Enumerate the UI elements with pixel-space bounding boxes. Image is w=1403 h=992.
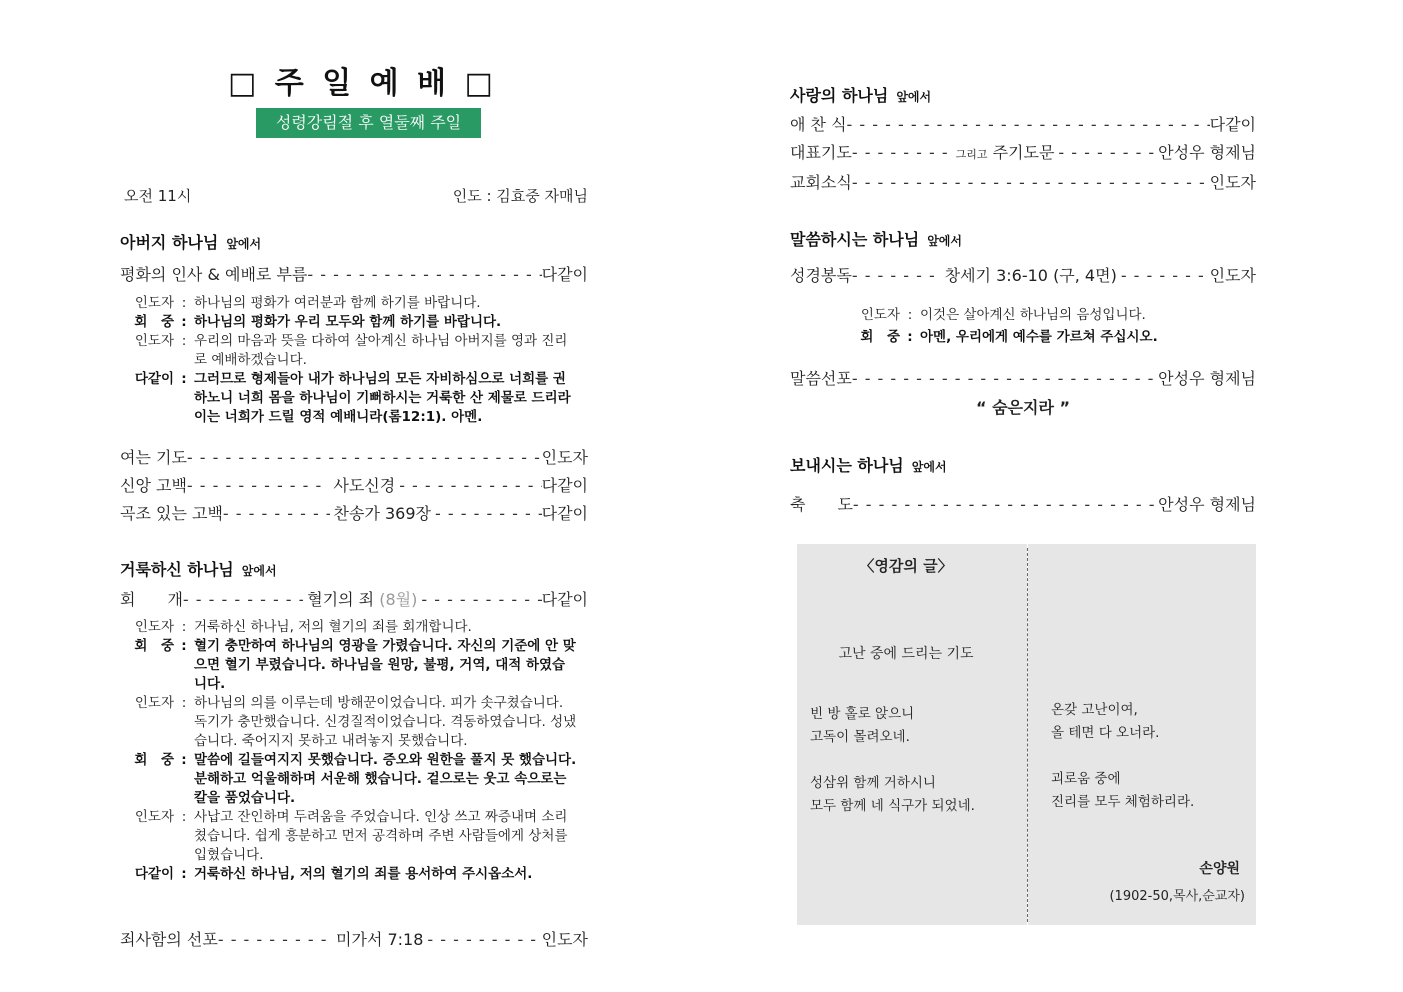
page-title: □ 주 일 예 배 □	[228, 66, 495, 101]
poem-author: 손양원	[1199, 861, 1240, 877]
love-feast-row: 애 찬 식 - - - 다같이	[790, 112, 1256, 135]
responsive-reading-3: 인도자 : 이것은 살아계신 하나님의 음성입니다. 회 중 : 아멘, 우리에게 예수를 가르쳐 주십시오.	[860, 307, 1158, 345]
responsive-reading-1: 인도자 : 하나님의 평화가 여러분과 함께 하기를 바랍니다. 회 중 : 하나님의 평화가 우리 모두와 함께 하기를 바랍니다. 인도자 : 우리의 마음과 뜻을 다하여 살아계신 하나님 아버지를 영과 진리로 예배하겠습니다. 다같이 : 그러므로 형제들아 내가 하나님의 모든 자비하심으로 너희를 권하노니 너희 몸을 하나님이 기뻐하시는 거룩한 산 제물로 드리라 이는 너희가 드릴 영적 예배니라(롬12:1). 아멘.	[134, 295, 571, 425]
sermon-row: 말씀선포 - - - 안성우 형제님	[790, 366, 1256, 389]
greeting-row: 평화의 인사 & 예배로 부름 - - - 다같이	[120, 262, 588, 285]
poem-author-info: (1902-50,목사,순교자)	[1109, 889, 1245, 904]
service-leader: 인도 : 김효중 자매님	[452, 187, 588, 205]
poem-title: 고난 중에 드리는 기도	[838, 646, 974, 662]
box-divider	[1027, 548, 1028, 922]
creed-row: 신앙 고백 - - - 사도신경 - - - 다같이	[120, 473, 588, 496]
representative-prayer-row: 대표기도 - - - 그리고 주기도문 - - - 안성우 형제님	[790, 140, 1256, 163]
poem-right-column: 온갖 고난이여, 올 테면 다 오너라. 괴로움 중에 진리를 모두 체험하리라.	[1051, 702, 1195, 810]
scripture-reading-row: 성경봉독 - - - 창세기 3:6-10 (구, 4면) - - - 인도자	[790, 263, 1256, 286]
hymn-row: 곡조 있는 고백 - - - 찬송가 369장 - - - 다같이	[120, 501, 588, 524]
section-heading-holy: 거룩하신 하나님 앞에서	[120, 560, 277, 579]
section-heading-sending: 보내시는 하나님 앞에서	[790, 456, 947, 475]
service-info	[120, 185, 588, 206]
benediction-row: 축 도 - - - 안성우 형제님	[790, 492, 1256, 515]
repentance-row: 회 개 - - - 혈기의 죄 (8월) - - - 다같이	[120, 587, 588, 610]
inspiration-heading: 〈영감의 글〉	[859, 557, 953, 575]
church-news-row: 교회소식 - - - 인도자	[790, 170, 1256, 193]
service-time: 오전 11시	[124, 187, 192, 205]
sermon-title: “ 숨은지라 ”	[976, 398, 1070, 417]
subtitle-badge: 성령강림절 후 열둘째 주일	[256, 108, 481, 138]
section-heading-love: 사랑의 하나님 앞에서	[790, 86, 932, 105]
section-heading-father: 아버지 하나님 앞에서	[120, 233, 262, 252]
section-heading-word: 말씀하시는 하나님 앞에서	[790, 230, 962, 249]
absolution-row: 죄사함의 선포 - - - 미가서 7:18 - - - 인도자	[120, 927, 588, 950]
opening-prayer-row: 여는 기도 - - - 인도자	[120, 445, 588, 468]
responsive-reading-2: 인도자 : 거룩하신 하나님, 저의 혈기의 죄를 회개합니다. 회 중 : 혈기 충만하여 하나님의 영광을 가렸습니다. 자신의 기준에 안 맞으면 혈기 부렸습니다. 하나님을 원망, 불평, 거역, 대적 하였습니다. 인도자 : 하나님의 의를 이루는데 방해꾼이었습니다. 피가 솟구쳤습니다. 독기가 충만했습니다. 신경질적이었습니다. 격동하였습니다. 성냈습니다. 죽어지지 못하고 내려놓지 못했습니다. 회 중 : 말씀에 길들여지지 못했습니다. 증오와 원한을 풀지 못 했습니다. 분해하고 억울해하며 서운해 했습니다. 겉으로는 웃고 속으로는 칼을 품었습니다. 인도자 : 사납고 잔인하며 두려움을 주었습니다. 인상 쓰고 짜증내며 소리쳤습니다. 쉽게 흥분하고 먼저 공격하며 주변 사람들에게 상처를 입혔습니다. 다같이 : 거룩하신 하나님, 저의 혈기의 죄를 용서하여 주시옵소서.	[134, 619, 577, 882]
poem-left-column: 빈 방 홀로 앉으니 고독이 몰려오네. 성삼위 함께 거하시니 모두 함께 네 식구가 되었네.	[810, 706, 975, 814]
